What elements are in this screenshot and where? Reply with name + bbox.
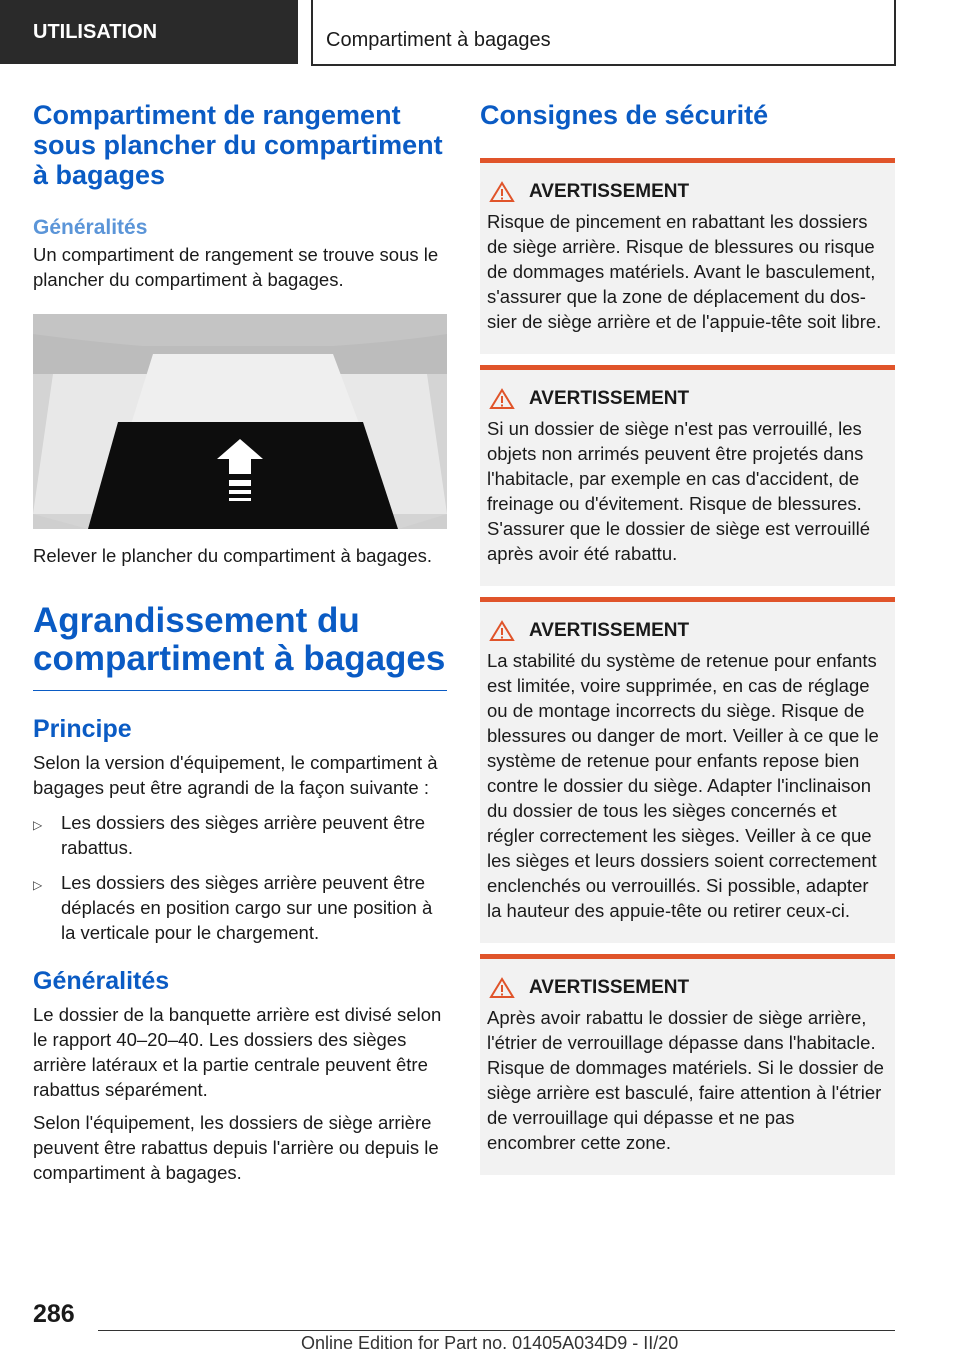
footer-edition: Online Edition for Part no. 01405A034D9 - II/20 xyxy=(301,1333,679,1353)
warning-title: AVERTISSEMENT xyxy=(529,181,690,202)
section-tab: UTILISATION xyxy=(0,0,298,64)
warning-text: Après avoir rabattu le dossier de siège arrière, l'étrier de verrouillage dépasse dans l'habitacle. Risque de dommages matériels. Si le dossier de siège arrière est basculé, faire attention à l'étrier de verrouillage qui dépasse et ne pas encombrer cette zone. xyxy=(487,1007,884,1153)
heading-enlargement: Agrandissement du compartiment à bagages xyxy=(33,602,447,691)
warning-triangle-icon xyxy=(489,388,515,410)
page-number: 286 xyxy=(33,1300,75,1328)
right-column xyxy=(480,100,895,1186)
paragraph-principle: Selon la version d'équipement, le compartiment à bagages peut être agrandi de la façon suivante : xyxy=(33,752,438,798)
bullet-list xyxy=(33,810,447,945)
warning-box xyxy=(480,954,895,1175)
heading-principle: Principe xyxy=(33,715,132,743)
heading-safety: Consignes de sécurité xyxy=(480,100,769,130)
warning-triangle-icon xyxy=(489,977,515,999)
list-item xyxy=(33,870,447,945)
warning-triangle-icon xyxy=(489,181,515,203)
warning-box xyxy=(480,597,895,943)
warning-title: AVERTISSEMENT xyxy=(529,977,690,998)
trunk-floor-illustration xyxy=(33,314,447,529)
figure-caption: Relever le plancher du compartiment à bagages. xyxy=(33,545,433,566)
warning-text: Si un dossier de siège n'est pas verrouillé, les objets non arrimés peuvent être projetés dans l'habitacle, par exemple en cas d'accident, de freinage ou d'évitement. Risque de blessures. S'assurer que le dossier de siège est verrouillé après avoir été rabattu. xyxy=(487,418,870,564)
left-column xyxy=(33,100,447,1193)
warning-text: Risque de pincement en rabattant les dossiers de siège arrière. Risque de blessures ou risque de dommages matériels. Avant le basculement, s'assurer que la zone de déplacement du dossier de siège arrière et de l'appuie-tête soit libre. xyxy=(487,211,882,332)
paragraph-fold: Selon l'équipement, les dossiers de siège arrière peuvent être rabattus depuis l'arrière ou depuis le compartiment à bagages. xyxy=(33,1112,439,1183)
list-item-text: Les dossiers des sièges arrière peuvent être déplacés en position cargo sur une position à la verticale pour le chargement. xyxy=(61,872,433,943)
trunk-illustration-svg xyxy=(33,314,447,529)
warning-title: AVERTISSEMENT xyxy=(529,620,690,641)
paragraph-split: Le dossier de la banquette arrière est divisé selon le rapport 40–20–40. Les dossiers des sièges arrière latéraux et la partie centrale peuvent être rabattus séparément. xyxy=(33,1004,442,1100)
triangle-bullet-icon: ▷ xyxy=(33,818,43,832)
heading-general-2: Généralités xyxy=(33,967,170,995)
warning-title: AVERTISSEMENT xyxy=(529,388,690,409)
triangle-bullet-icon: ▷ xyxy=(33,878,43,892)
paragraph-storage: Un compartiment de rangement se trouve sous le plancher du compartiment à bagages. xyxy=(33,244,439,290)
list-item xyxy=(33,810,447,860)
warning-box xyxy=(480,158,895,354)
heading-general-1: Généralités xyxy=(33,216,148,239)
heading-storage: Compartiment de rangement sous plancher du compartiment à bagages xyxy=(33,100,443,190)
warning-triangle-icon xyxy=(489,620,515,642)
footer-divider xyxy=(98,1330,895,1331)
warning-text: La stabilité du système de retenue pour enfants est limitée, voire supprimée, en cas de réglage ou de montage incorrects du siège. Risque de blessures ou danger de mort. Veiller à ce que le système de retenue pour enfants repose bien contre le dossier du siège. Adapter l'inclinaison du dossier de tous les sièges concernés et régler correctement les sièges. Veiller à ce que les sièges et leurs dossiers soient correctement enclenchés ou verrouillés. Si possible, adapter la hauteur des appuie-tête ou retirer ceux-ci. xyxy=(487,650,879,921)
chapter-title: Compartiment à bagages xyxy=(311,0,896,66)
warning-box xyxy=(480,365,895,586)
list-item-text: Les dossiers des sièges arrière peuvent être rabattus. xyxy=(61,812,426,858)
